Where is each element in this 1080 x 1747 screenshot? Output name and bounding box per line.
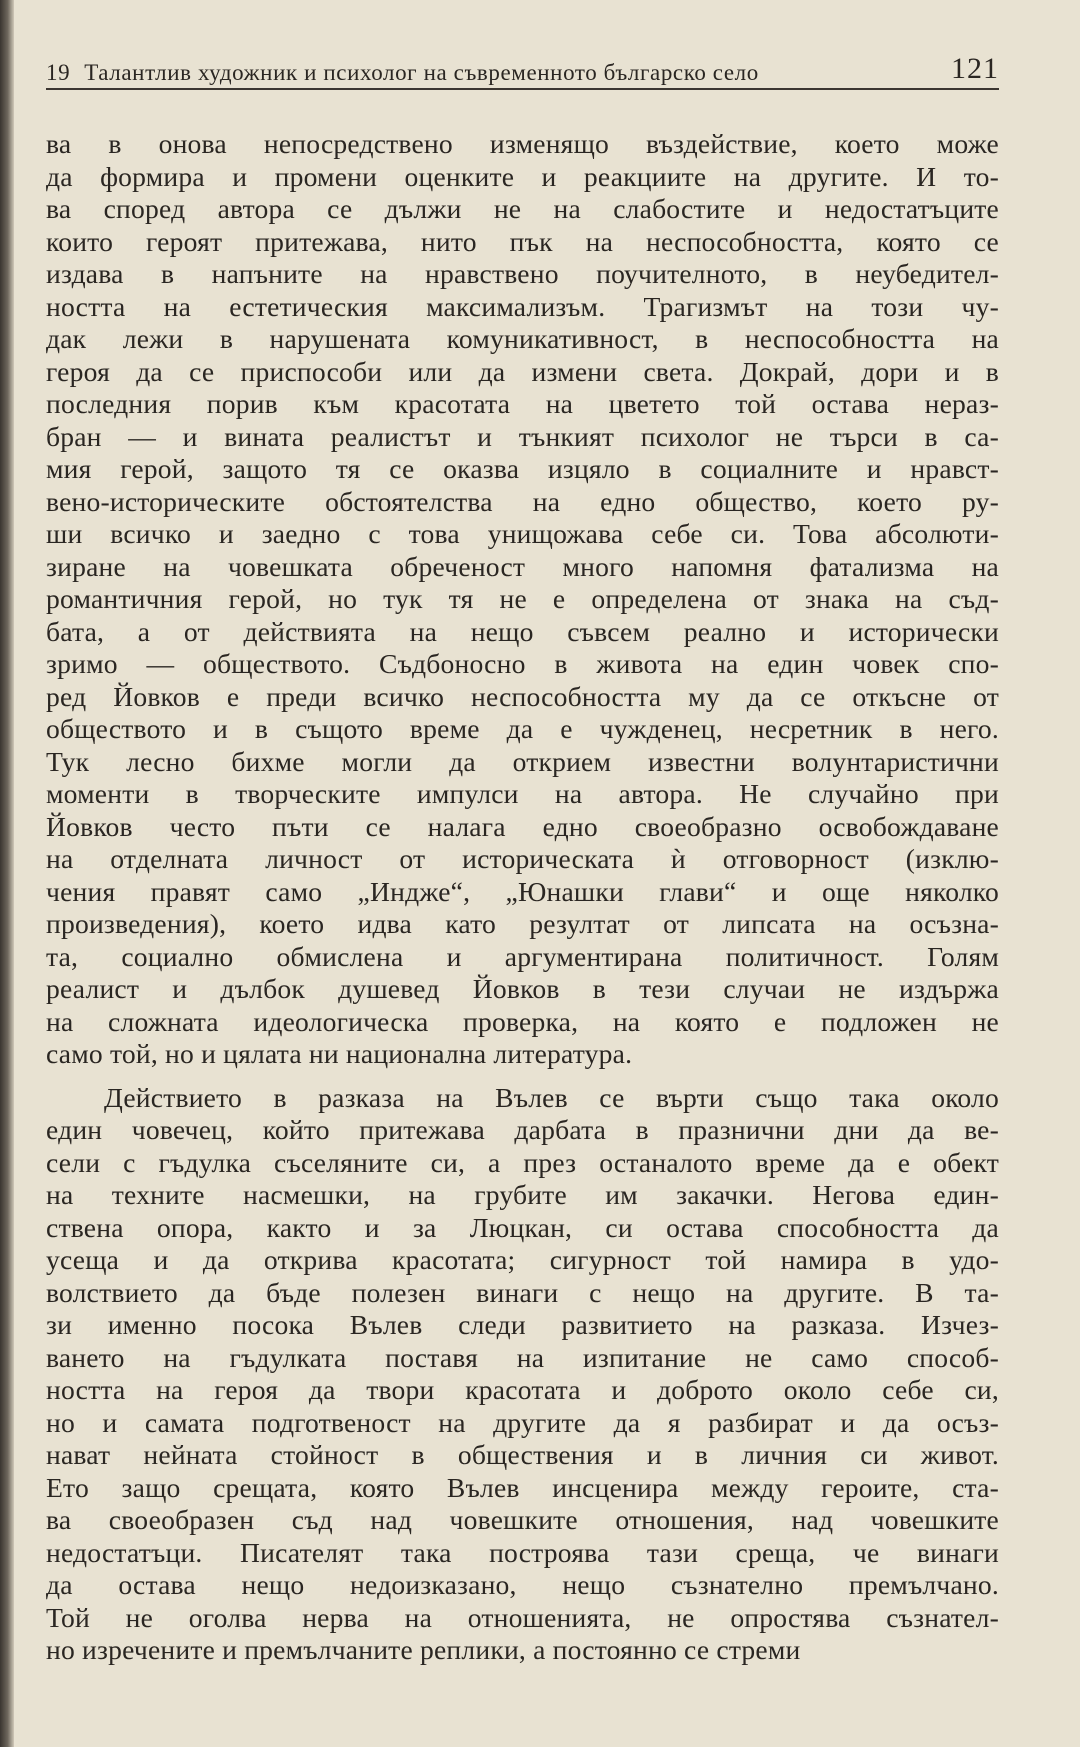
text-line: бран — и вината реалистът и тънкият психолог не търси в са- <box>46 420 999 452</box>
text-line: ването на гъдулката поставя на изпитание не само способ- <box>46 1341 999 1373</box>
text-line: на техните насмешки, на грубите им закачки. Негова един- <box>46 1179 999 1210</box>
text-line: произведения), което идва като резултат от липсата на осъзна- <box>46 908 999 939</box>
text-line: сели с гъдулка съселяните си, а през останалото време да е обект <box>46 1146 999 1178</box>
body-text <box>46 128 999 1678</box>
text-line: само той, но и цялата ни национална литература. <box>46 1038 633 1069</box>
text-line: ши всичко и заедно с това унищожава себе си. Това абсолюти- <box>46 518 999 549</box>
text-line: ред Йовков е преди всичко неспособността му да се откъсне от <box>46 680 999 712</box>
running-head <box>46 38 999 86</box>
text-line: на сложната идеологическа проверка, на която е подложен не <box>46 1005 999 1037</box>
chapter-number: 19 <box>46 60 71 85</box>
running-head-title: Талантлив художник и психолог на съвременното българско село <box>84 60 759 85</box>
text-line: волствието да бъде полезен винаги с нещо на другите. В та- <box>46 1276 999 1308</box>
text-line: но изречените и премълчаните реплики, а постоянно се стреми <box>46 1634 801 1665</box>
text-line: моменти в творческите импулси на автора. Не случайно при <box>46 778 999 809</box>
text-line: издава в напъните на нравствено поучителното, в неубедител- <box>46 258 999 289</box>
text-line: Йовков често пъти се налага едно своеобразно освобождаване <box>46 810 999 842</box>
text-line: зиране на човешката обреченост много напомня фатализма на <box>46 550 999 582</box>
text-line: дак лежи в нарушената комуникативност, в неспособността на <box>46 323 999 354</box>
text-line: последния порив към красотата на цветето той остава нераз- <box>46 388 999 419</box>
text-line: които героят притежава, нито пък на неспособността, която се <box>46 225 999 257</box>
text-line: Той не оголва нерва на отношенията, не опростява съзнател- <box>46 1601 999 1633</box>
text-line: да остава нещо недоизказано, нещо съзнателно премълчано. <box>46 1569 999 1600</box>
text-line: ността на героя да твори красотата и доброто около себе си, <box>46 1374 999 1405</box>
text-line: зримо — обществото. Съдбоносно в живота на един човек спо- <box>46 648 999 679</box>
text-line: чения правят само „Индже“, „Юнашки глави“ и още няколко <box>46 875 999 907</box>
header-rule <box>46 88 999 90</box>
text-line: на отделната личност от историческата ѝ отговорност (изклю- <box>46 843 999 874</box>
paragraph-2 <box>46 1082 999 1667</box>
text-line: ността на естетическия максимализъм. Трагизмът на този чу- <box>46 290 999 322</box>
text-line: ва своеобразен съд над човешките отношения, над човешките <box>46 1504 999 1535</box>
text-line: ствена опора, както и за Люцкан, си остава способността да <box>46 1211 999 1243</box>
text-line: усеща и да открива красотата; сигурност той намира в удо- <box>46 1244 999 1275</box>
text-line: да формира и промени оценките и реакциите на другите. И то- <box>46 160 999 192</box>
text-line: бата, а от действията на нещо съвсем реално и исторически <box>46 615 999 647</box>
text-line: та, социално обмислена и аргументирана политичност. Голям <box>46 940 999 972</box>
text-line: романтичния герой, но тук тя не е определена от знака на съд- <box>46 583 999 614</box>
text-line: Тук лесно бихме могли да открием известни волунтаристични <box>46 745 999 777</box>
text-line: зи именно посока Вълев следи развитието на разказа. Изчез- <box>46 1309 999 1340</box>
text-line: героя да се приспособи или да измени света. Докрай, дори и в <box>46 355 999 387</box>
text-line: един човечец, който притежава дарбата в празнични дни да ве- <box>46 1114 999 1145</box>
text-line: обществото и в същото време да е чужденец, несретник в него. <box>46 713 999 744</box>
text-line: ва според автора се дължи не на слабостите и недостатъците <box>46 193 999 224</box>
text-line: но и самата подготвеност на другите да я разбират и да осъз- <box>46 1406 999 1438</box>
paragraph-1 <box>46 128 999 1071</box>
text-line: недостатъци. Писателят така построява тази среща, че винаги <box>46 1536 999 1568</box>
book-page <box>46 0 999 1747</box>
text-line: нават нейната стойност в обществения и в личния си живот. <box>46 1439 999 1470</box>
page-number: 121 <box>951 52 999 85</box>
text-line: Действието в разказа на Вълев се върти също така около <box>104 1081 999 1113</box>
text-line: Ето защо срещата, която Вълев инсценира между героите, ста- <box>46 1471 999 1503</box>
book-spine-shadow <box>0 0 14 1747</box>
text-line: реалист и дълбок душевед Йовков в тези случаи не издържа <box>46 973 999 1004</box>
text-line: ва в онова непосредствено изменящо въздействие, което може <box>46 128 999 159</box>
text-line: вено-историческите обстоятелства на едно общество, което ру- <box>46 485 999 517</box>
text-line: мия герой, защото тя се оказва изцяло в социалните и нравст- <box>46 453 999 484</box>
